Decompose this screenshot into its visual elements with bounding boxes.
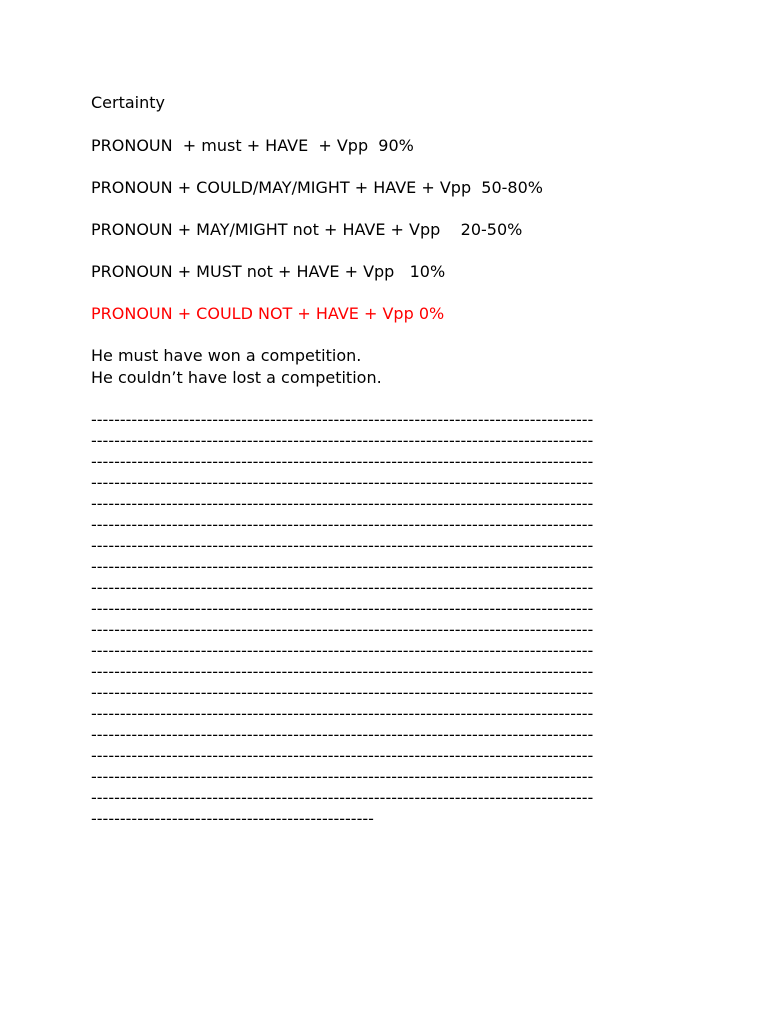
rule-could-may-might-have: PRONOUN + COULD/MAY/MIGHT + HAVE + Vpp 50-80% (91, 178, 543, 197)
dash-line: --------------------------------------------------------------------------------------- (91, 494, 594, 513)
dash-line: --------------------------------------------------------------------------------------- (91, 620, 594, 639)
dash-line: --------------------------------------------------------------------------------------- (91, 767, 594, 786)
dash-line: --------------------------------------------------------------------------------------- (91, 578, 594, 597)
rule-must-have: PRONOUN + must + HAVE + Vpp 90% (91, 136, 414, 155)
dash-line: --------------------------------------------------------------------------------------- (91, 641, 594, 660)
rule-must-not-have: PRONOUN + MUST not + HAVE + Vpp 10% (91, 262, 446, 281)
dash-line: --------------------------------------------------------------------------------------- (91, 536, 594, 555)
dash-line: --------------------------------------------------------------------------------------- (91, 662, 594, 681)
dash-line: --------------------------------------------------------------------------------------- (91, 683, 594, 702)
dash-line: --------------------------------------------------------------------------------------- (91, 515, 594, 534)
dash-line: --------------------------------------------------------------------------------------- (91, 410, 594, 429)
dash-line: ------------------------------------------------- (91, 809, 374, 828)
dash-line: --------------------------------------------------------------------------------------- (91, 704, 594, 723)
rule-may-might-not-have: PRONOUN + MAY/MIGHT not + HAVE + Vpp 20-50% (91, 220, 523, 239)
dash-line: --------------------------------------------------------------------------------------- (91, 599, 594, 618)
dash-line: --------------------------------------------------------------------------------------- (91, 557, 594, 576)
document-title: Certainty (91, 93, 165, 112)
dash-line: --------------------------------------------------------------------------------------- (91, 473, 594, 492)
dash-line: --------------------------------------------------------------------------------------- (91, 725, 594, 744)
dashed-lines-block (91, 409, 674, 829)
example-sentence: He couldn’t have lost a competition. (91, 368, 382, 387)
dash-line: --------------------------------------------------------------------------------------- (91, 746, 594, 765)
dash-line: --------------------------------------------------------------------------------------- (91, 452, 594, 471)
dash-line: --------------------------------------------------------------------------------------- (91, 788, 594, 807)
rule-could-not-have-highlighted: PRONOUN + COULD NOT + HAVE + Vpp 0% (91, 304, 445, 323)
dash-line: --------------------------------------------------------------------------------------- (91, 431, 594, 450)
example-sentence: He must have won a competition. (91, 346, 362, 365)
